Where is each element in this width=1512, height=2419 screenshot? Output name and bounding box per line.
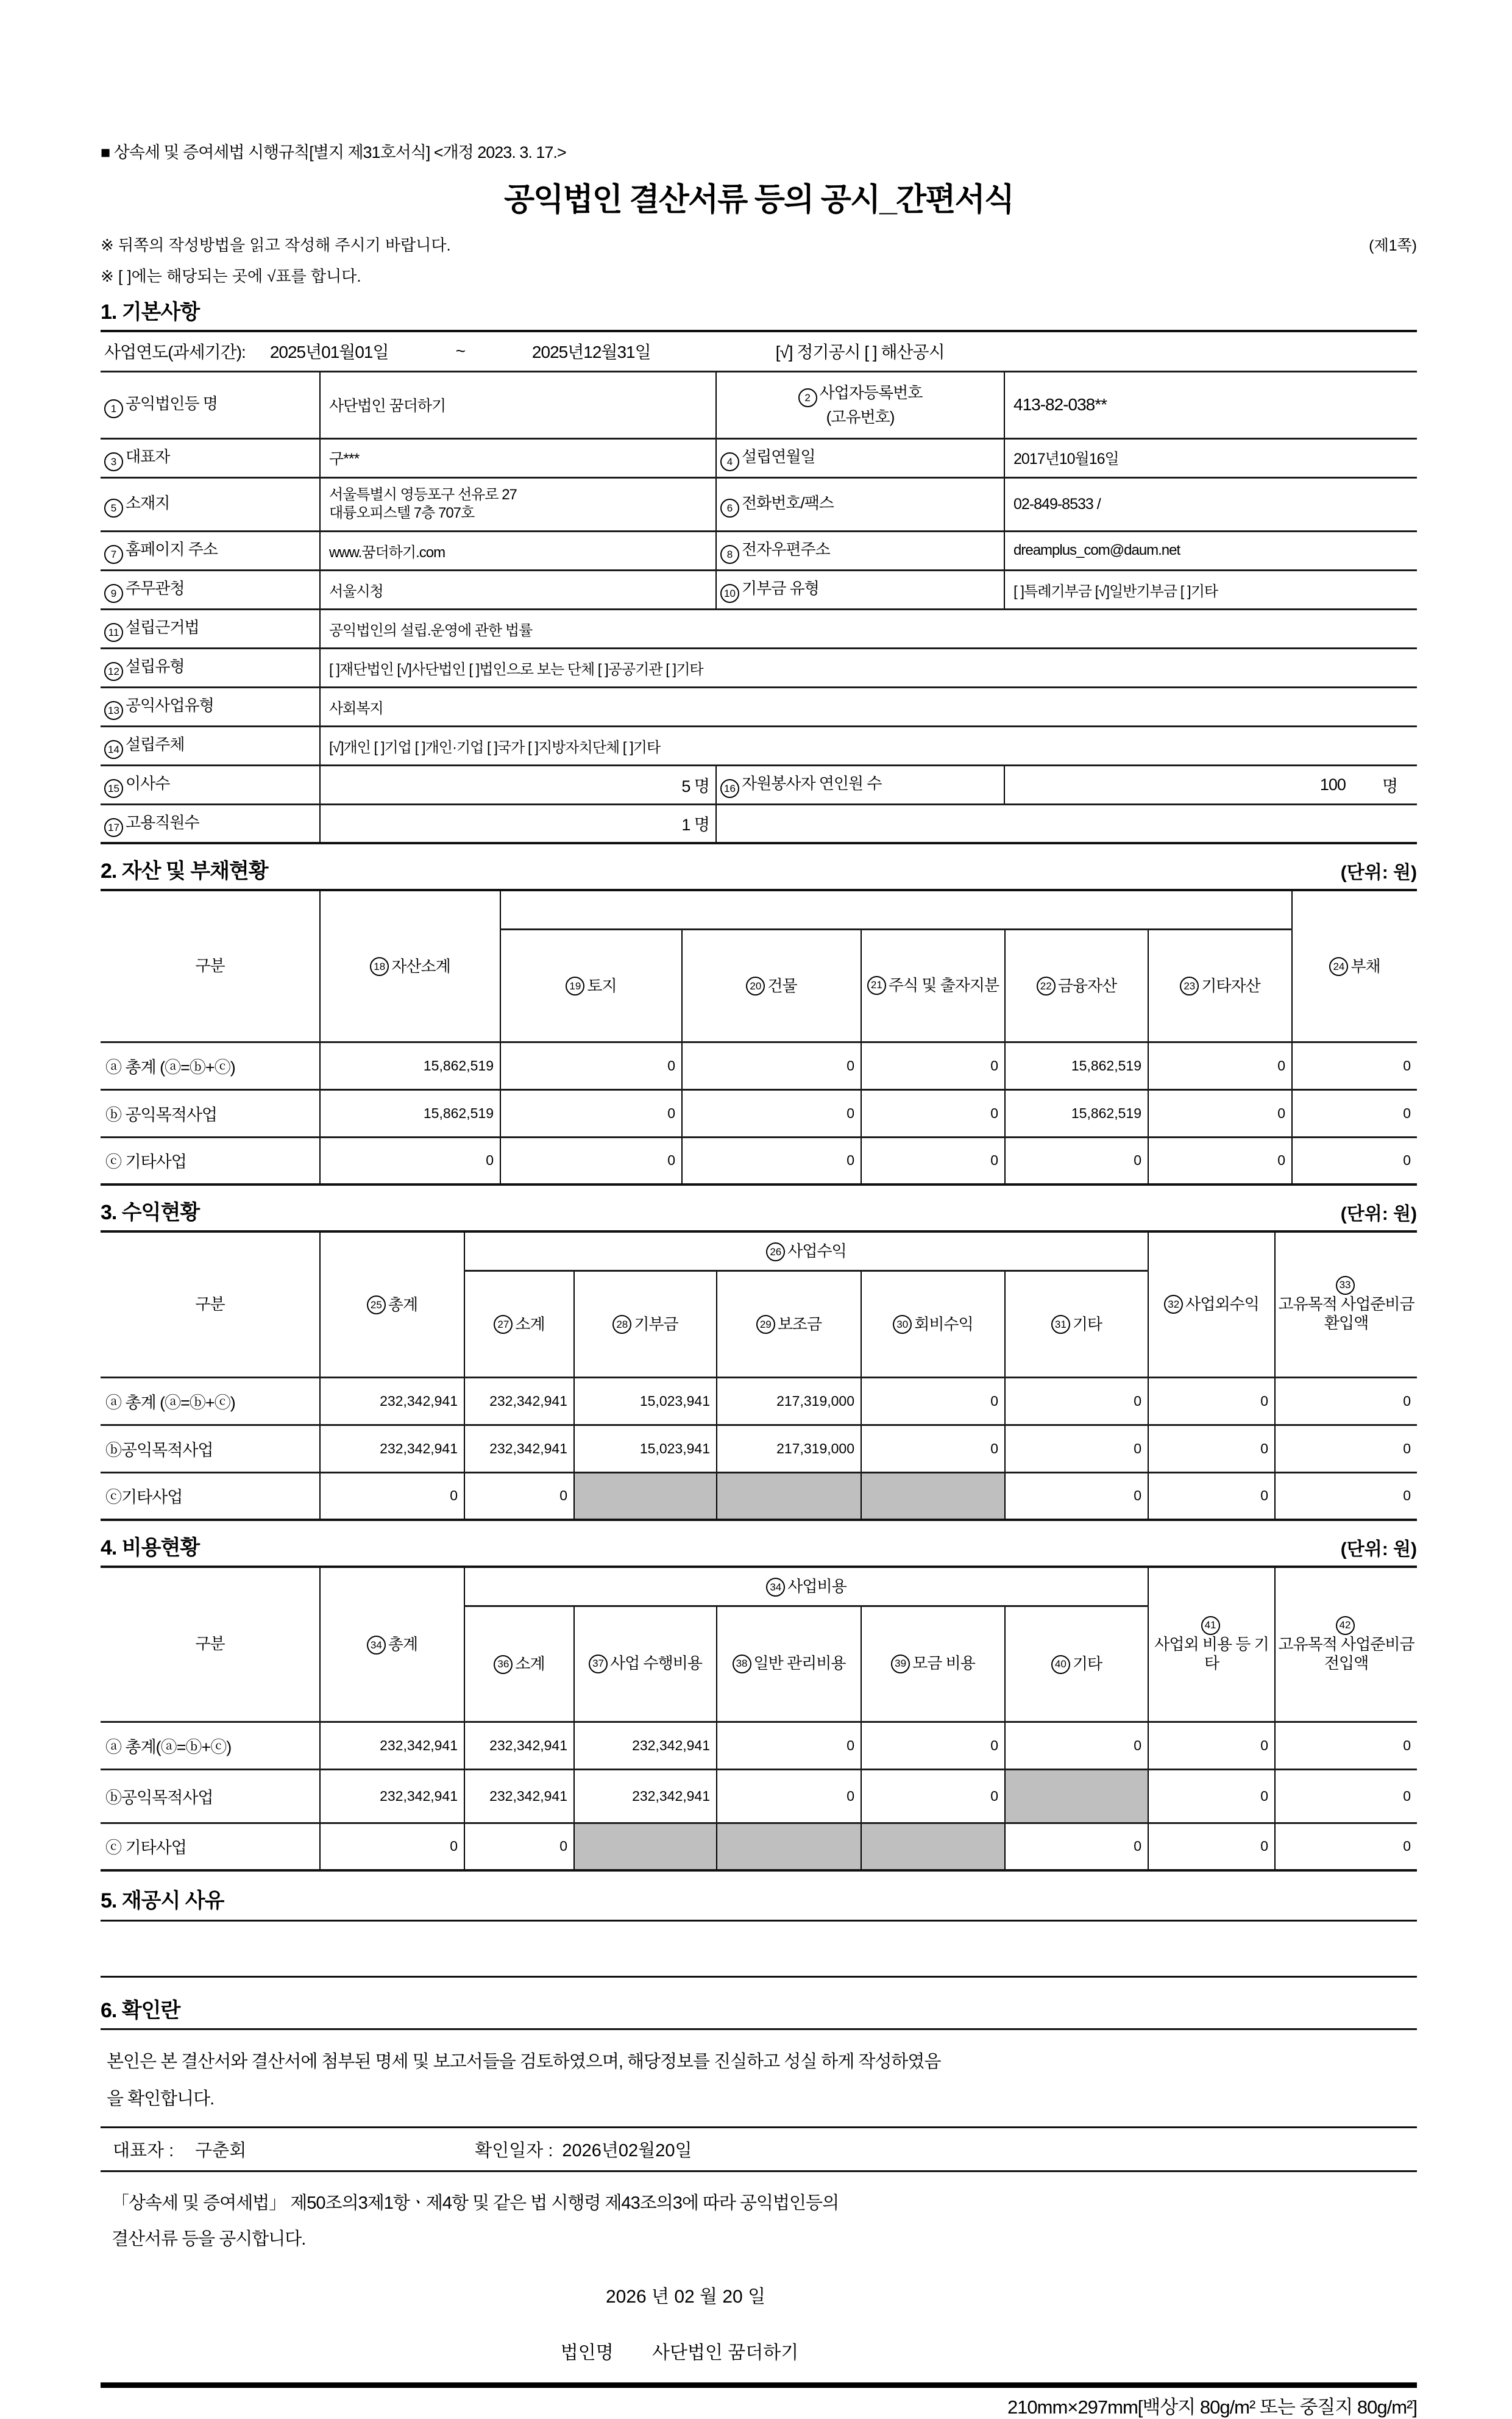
circled-number: 3 [104,452,123,471]
circled-number: 7 [104,545,123,564]
circled-number: 16 [720,779,739,798]
circled-number: 13 [104,701,123,720]
col-header-other-assets: 23 기타자산 [1148,929,1292,1042]
col-header-non-business-expense: 41 사업외 비용 등 기타 [1148,1567,1275,1722]
cell-non-business: 0 [1148,1823,1275,1870]
circled-number: 20 [746,977,765,996]
cell-total: 0 [320,1823,464,1870]
cell-reserve-return: 0 [1275,1377,1417,1425]
corp-name-label: 공익법인등 명 [126,394,218,413]
founded-label: 설립연월일 [742,447,815,466]
cell-total: 232,342,941 [320,1425,464,1472]
row-business-year [101,331,1417,371]
col-header-etc: 31 기타 [1005,1270,1148,1377]
col-header-subtotal: 36 소계 [464,1606,574,1722]
col-header-reserve-return: 33 고유목적 사업준비금 환입액 [1275,1231,1417,1377]
representative-value: 구*** [320,438,716,477]
circled-number: 1 [104,399,123,418]
establishment-type-label: 설립유형 [126,657,185,675]
row-label: ⓐ 총계(ⓐ=ⓑ+ⓒ) [101,1722,320,1769]
circled-number: 27 [494,1315,513,1334]
cell-donation: 15,023,941 [574,1425,717,1472]
cell-subtotal: 0 [464,1472,574,1520]
cell-subtotal: 232,342,941 [464,1722,574,1769]
row-business-type [101,687,1417,726]
col-header-total: 34 총계 [320,1567,464,1722]
founding-law-value: 공익법인의 설립.운영에 관한 법률 [320,609,1417,648]
row-employees [101,804,1417,843]
cell-non-business: 0 [1148,1472,1275,1520]
homepage-label: 홈페이지 주소 [126,540,218,558]
circled-number: 36 [494,1655,513,1674]
phone-label: 전화번호/팩스 [742,493,834,512]
disclosure-type-checkboxes: [√] 정기공시 [ ] 해산공시 [775,343,945,362]
cell-program-disabled [574,1823,717,1870]
cell-donation-disabled [574,1472,717,1520]
cell-other: 0 [1148,1137,1292,1185]
row-label: ⓒ 기타사업 [101,1137,320,1185]
unit-label: (단위: 원) [1340,1204,1417,1224]
cell-stock: 0 [861,1089,1005,1137]
circled-number: 17 [104,818,123,837]
circled-number: 4 [720,452,739,471]
cell-building: 0 [682,1042,861,1089]
volunteers-count: 100 [1319,775,1346,794]
circled-number: 23 [1180,977,1199,996]
cell-land: 0 [500,1137,682,1185]
cell-etc: 0 [1005,1823,1148,1870]
founding-law-label: 설립근거법 [126,618,199,636]
business-year-label: 사업연도(과세기간): [104,343,246,362]
business-revenue-group-header: 26 사업수익 [464,1231,1148,1270]
corp-name-value: 사단법인 꿈더하기 [320,371,716,438]
cell-reserve-return: 0 [1275,1472,1417,1520]
directors-label: 이사수 [126,774,170,793]
row-corporation-name [101,371,1417,438]
cell-fundraising-disabled [861,1823,1005,1870]
donation-type-label: 기부금 유형 [742,579,819,597]
period-tilde: ~ [455,341,465,361]
cell-debt: 0 [1292,1089,1417,1137]
row-representative [101,438,1417,477]
disclosure-date: 2026 년 02 월 20 일 [605,2286,766,2307]
confirm-date-label: 확인일자 : [475,2140,553,2161]
circled-number: 12 [104,662,123,681]
table-row [101,1042,1417,1089]
cell-debt: 0 [1292,1042,1417,1089]
table-row [101,1769,1417,1823]
confirmation-statement-line1: 본인은 본 결산서와 결산서에 첨부된 명세 및 보고서들을 검토하였으며, 해당정보를 진실하고 성실 하게 작성하였음 [107,2052,941,2072]
address-line1: 서울특별시 영등포구 선유로 27 [329,486,517,503]
table-row [101,1823,1417,1870]
row-label: ⓐ 총계 (ⓐ=ⓑ+ⓒ) [101,1377,320,1425]
circled-number: 34 [766,1578,785,1597]
cell-membership: 0 [861,1377,1005,1425]
cell-admin: 0 [717,1769,861,1823]
circled-number: 31 [1051,1315,1070,1334]
circled-number: 9 [104,584,123,603]
row-label: ⓒ 기타사업 [101,1823,320,1870]
revenue-table [101,1230,1417,1521]
note-checkmark: ※ [ ]에는 해당되는 곳에 √표를 합니다. [101,267,361,285]
section5-heading: 5. 재공시 사유 [101,1889,224,1912]
representative-confirm-row [101,2126,1417,2172]
representative-name: 구춘회 [195,2140,247,2161]
unit-label: (단위: 원) [1340,863,1417,883]
corp-name-label: 법인명 [560,2342,614,2363]
cell-program: 232,342,941 [574,1722,717,1769]
circled-number: 18 [370,957,389,976]
cell-reserve-transfer: 0 [1275,1722,1417,1769]
cell-total: 232,342,941 [320,1769,464,1823]
col-header-financial: 22 금융자산 [1005,929,1148,1042]
establishment-type-checkboxes: [ ]재단법인 [√]사단법인 [ ]법인으로 보는 단체 [ ]공공기관 [ ]기타 [320,648,1417,687]
cell-total: 0 [320,1472,464,1520]
col-header-land: 19 토지 [500,929,682,1042]
form-title: 공익법인 결산서류 등의 공시_간편서식 [504,182,1013,218]
employees-count: 1 명 [320,804,716,843]
cell-total: 232,342,941 [320,1377,464,1425]
section6-heading: 6. 확인란 [101,1999,180,2022]
section3-heading: 3. 수익현황 [101,1201,200,1224]
row-authority [101,570,1417,609]
circled-number: 14 [104,740,123,759]
table-row [101,1472,1417,1520]
law-statement-line1: 「상속세 및 증여세법」 제50조의3제1항ㆍ제4항 및 같은 법 시행령 제43조의3에 따라 공익법인등의 [112,2193,839,2213]
cell-total: 232,342,941 [320,1722,464,1769]
redisclosure-reason-box [101,1920,1417,1978]
basic-info-table [101,330,1417,844]
circled-number: 2 [798,388,817,407]
reg-no-value: 413-82-038** [1004,371,1417,438]
business-type-label: 공익사업유형 [126,696,214,714]
note-instruction: ※ 뒤쪽의 작성방법을 읽고 작성해 주시기 바랍니다. [101,236,451,254]
row-directors-volunteers [101,765,1417,804]
row-establishment-type [101,648,1417,687]
cell-subsidy: 217,319,000 [717,1377,861,1425]
cell-program: 232,342,941 [574,1769,717,1823]
corner-header: 구분 [101,1231,320,1377]
donation-type-checkboxes: [ ]특례기부금 [√]일반기부금 [ ]기타 [1004,570,1417,609]
circled-number: 28 [612,1315,631,1334]
cell-admin-disabled [717,1823,861,1870]
cell-non-business: 0 [1148,1769,1275,1823]
circled-number: 34 [367,1636,386,1655]
row-founder-type [101,726,1417,765]
cell-financial: 15,862,519 [1005,1042,1148,1089]
circled-number: 15 [104,779,123,798]
col-header-subsidy: 29 보조금 [717,1270,861,1377]
reg-no-label2: (고유번호) [826,407,895,426]
col-header-building: 20 건물 [682,929,861,1042]
circled-number: 21 [867,976,886,995]
authority-value: 서울시청 [320,570,716,609]
reg-no-label: 사업자등록번호 [819,383,923,402]
representative-label: 대표자 : [113,2140,174,2161]
col-header-etc: 40 기타 [1005,1606,1148,1722]
circled-number: 40 [1051,1655,1070,1674]
email-label: 전자우편주소 [742,540,830,558]
cell-total: 15,862,519 [320,1089,500,1137]
circled-number: 24 [1329,957,1348,976]
col-header-donation: 28 기부금 [574,1270,717,1377]
circled-number: 11 [104,623,123,642]
circled-number: 5 [104,499,123,518]
cell-subtotal: 232,342,941 [464,1769,574,1823]
table-row [101,1722,1417,1769]
cell-non-business: 0 [1148,1377,1275,1425]
cell-land: 0 [500,1042,682,1089]
row-label: ⓑ공익목적사업 [101,1769,320,1823]
cell-reserve-transfer: 0 [1275,1769,1417,1823]
business-type-value: 사회복지 [320,687,1417,726]
address-line2: 대륭오피스텔 7층 707호 [329,505,475,521]
cell-building: 0 [682,1137,861,1185]
table-row [101,1425,1417,1472]
col-header-stock: 21 주식 및 출자지분 [861,929,1005,1042]
founder-type-label: 설립주체 [126,735,185,753]
circled-number: 29 [756,1315,775,1334]
col-header-admin-cost: 38 일반 관리비용 [717,1606,861,1722]
cell-total: 15,862,519 [320,1042,500,1089]
confirmation-statement-line2: 을 확인합니다. [107,2089,215,2109]
confirm-date-value: 2026년02월20일 [562,2140,692,2161]
unit-label: (단위: 원) [1340,1539,1417,1559]
law-statement-line2: 결산서류 등을 공시합니다. [112,2229,306,2250]
cell-total: 0 [320,1137,500,1185]
employees-label: 고용직원수 [126,813,199,832]
expense-table [101,1566,1417,1872]
circled-number: 25 [367,1295,386,1314]
circled-number: 33 [1336,1276,1355,1295]
address-label: 소재지 [126,493,170,512]
assets-table [101,889,1417,1186]
circled-number: 22 [1037,977,1056,996]
col-header-reserve-transfer: 42 고유목적 사업준비금 전입액 [1275,1567,1417,1722]
cell-other: 0 [1148,1042,1292,1089]
paper-spec: 210mm×297mm[백상지 80g/m² 또는 중질지 80g/m²] [1007,2396,1417,2418]
business-expense-group-header: 34 사업비용 [464,1567,1148,1606]
volunteers-label: 자원봉사자 연인원 수 [742,774,882,793]
cell-fundraising: 0 [861,1722,1005,1769]
col-header-debt: 24 부채 [1292,890,1417,1042]
row-label: ⓑ 공익목적사업 [101,1089,320,1137]
cell-subsidy-disabled [717,1472,861,1520]
row-label: ⓑ공익목적사업 [101,1425,320,1472]
circled-number: 8 [720,545,739,564]
corner-header: 구분 [101,890,320,1042]
cell-non-business: 0 [1148,1722,1275,1769]
representative-label: 대표자 [126,447,170,466]
col-header-asset-total: 18 자산소계 [320,890,500,1042]
cell-subtotal: 232,342,941 [464,1377,574,1425]
corner-header: 구분 [101,1567,320,1722]
row-label: ⓒ기타사업 [101,1472,320,1520]
circled-number: 42 [1336,1616,1355,1635]
cell-membership-disabled [861,1472,1005,1520]
page-marker: (제1쪽) [1369,237,1417,254]
cell-subtotal: 0 [464,1823,574,1870]
phone-value: 02-849-8533 / [1004,477,1417,531]
cell-subsidy: 217,319,000 [717,1425,861,1472]
cell-etc-disabled [1005,1769,1148,1823]
col-header-membership: 30 회비수익 [861,1270,1005,1377]
cell-etc: 0 [1005,1425,1148,1472]
col-header-fundraising-cost: 39 모금 비용 [861,1606,1005,1722]
row-address [101,477,1417,531]
circled-number: 38 [733,1655,751,1673]
section1-heading: 1. 기본사항 [101,301,200,324]
email-value: dreamplus_com@daum.net [1004,531,1417,570]
row-founding-law [101,609,1417,648]
table-row [101,1377,1417,1425]
cell-other: 0 [1148,1089,1292,1137]
circled-number: 10 [720,584,739,603]
regulation-line: ■ 상속세 및 증여세법 시행규칙[별지 제31호서식] <개정 2023. 3. 17.> [101,143,566,162]
circled-number: 19 [566,977,584,996]
col-header-subtotal: 27 소계 [464,1270,574,1377]
cell-donation: 15,023,941 [574,1377,717,1425]
founder-type-checkboxes: [√]개인 [ ]기업 [ ]개인·기업 [ ]국가 [ ]지방자치단체 [ ]기타 [320,726,1417,765]
table-row [101,1089,1417,1137]
col-header-program-cost: 37 사업 수행비용 [574,1606,717,1722]
homepage-value: www.꿈더하기.com [320,531,716,570]
period-end-date: 2025년12월31일 [531,343,651,362]
row-homepage [101,531,1417,570]
directors-count: 5 명 [320,765,716,804]
col-header-total: 25 총계 [320,1231,464,1377]
cell-stock: 0 [861,1137,1005,1185]
corp-name-value: 사단법인 꿈더하기 [652,2342,799,2363]
cell-building: 0 [682,1089,861,1137]
empty-cell [716,804,1417,843]
cell-financial: 0 [1005,1137,1148,1185]
circled-number: 32 [1164,1295,1183,1314]
cell-etc: 0 [1005,1472,1148,1520]
col-header-non-business-revenue: 32 사업외수익 [1148,1231,1275,1377]
circled-number: 26 [766,1242,785,1261]
circled-number: 37 [589,1655,608,1673]
founded-value: 2017년10월16일 [1004,438,1417,477]
period-start-date: 2025년01월01일 [269,343,389,362]
cell-membership: 0 [861,1425,1005,1472]
authority-label: 주무관청 [126,579,185,597]
circled-number: 41 [1201,1616,1220,1635]
table-row [101,1137,1417,1185]
cell-land: 0 [500,1089,682,1137]
cell-reserve-transfer: 0 [1275,1823,1417,1870]
divider [101,2382,1417,2388]
cell-etc: 0 [1005,1377,1148,1425]
asset-detail-group-header [500,890,1292,929]
cell-financial: 15,862,519 [1005,1089,1148,1137]
divider [101,2028,1417,2030]
cell-debt: 0 [1292,1137,1417,1185]
section2-heading: 2. 자산 및 부채현황 [101,860,268,883]
cell-subtotal: 232,342,941 [464,1425,574,1472]
volunteers-unit: 명 [1382,777,1398,796]
circled-number: 30 [893,1315,912,1334]
cell-reserve-return: 0 [1275,1425,1417,1472]
cell-fundraising: 0 [861,1769,1005,1823]
cell-non-business: 0 [1148,1425,1275,1472]
row-label: ⓐ 총계 (ⓐ=ⓑ+ⓒ) [101,1042,320,1089]
circled-number: 39 [891,1655,910,1673]
cell-stock: 0 [861,1042,1005,1089]
section4-heading: 4. 비용현황 [101,1536,200,1559]
cell-etc: 0 [1005,1722,1148,1769]
cell-admin: 0 [717,1722,861,1769]
circled-number: 6 [720,499,739,518]
